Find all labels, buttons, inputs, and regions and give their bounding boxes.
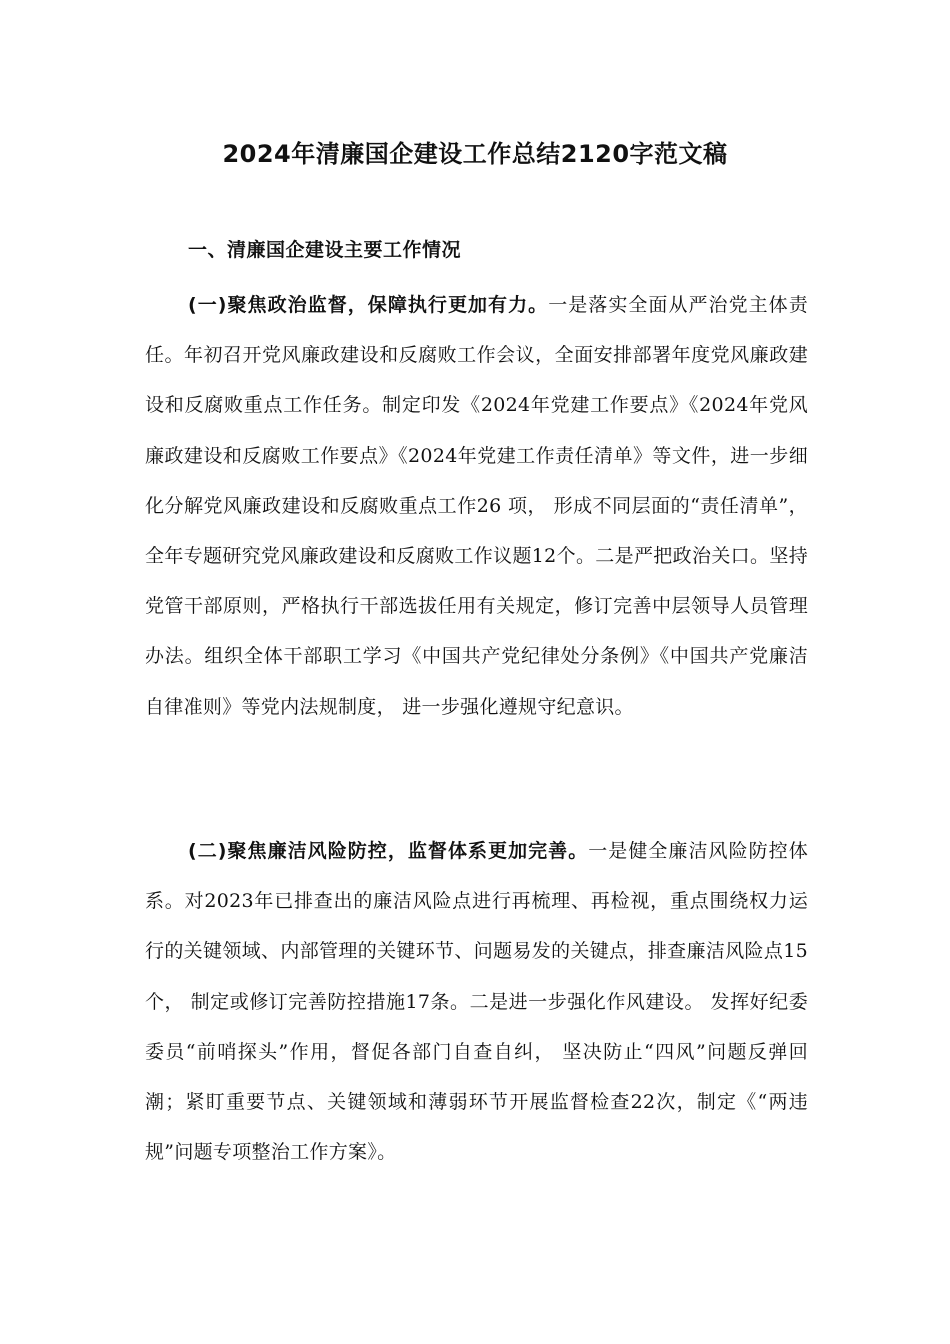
paragraph-risk-prevention <box>145 826 808 1177</box>
document-title: 2024年清廉国企建设工作总结2120字范文稿 <box>222 140 728 168</box>
paragraph-body: 一是健全廉洁风险防控体系。对2023年已排查出的廉洁风险点进行再梳理、再检视，重点围绕权力运行的关键领域、内部管理的关键环节、问题易发的关键点，排查廉洁风险点15个， 制定或修订完善防控措施17条。二是进一步强化作风建设。 发挥好纪委委员“前哨探头”作用，督促各部门自查自纠， 坚决防止“四风”问题反弹回潮；紧盯重要节点、关键领域和薄弱环节开展监督检查22次，制定《“两违规”问题专项整治工作方案》。 <box>145 840 808 1164</box>
paragraph-political-supervision <box>145 280 808 732</box>
paragraph-lead: (二)聚焦廉洁风险防控，监督体系更加完善。 <box>188 840 589 862</box>
paragraph-body: 一是落实全面从严治党主体责任。年初召开党风廉政建设和反腐败工作会议，全面安排部署年度党风廉政建设和反腐败重点工作任务。制定印发《2024年党建工作要点》《2024年党风廉政建设和反腐败工作要点》《2024年党建工作责任清单》等文件，进一步细化分解党风廉政建设和反腐败重点工作26 项， 形成不同层面的“责任清单”，全年专题研究党风廉政建设和反腐败工作议题12个。二是严把政治关口。坚持党管干部原则，严格执行干部选拔任用有关规定，修订完善中层领导人员管理办法。组织全体干部职工学习《中国共产党纪律处分条例》《中国共产党廉洁自律准则》等党内法规制度， 进一步强化遵规守纪意识。 <box>145 294 808 718</box>
section-heading: 一、清廉国企建设主要工作情况 <box>188 239 462 261</box>
paragraph-lead: (一)聚焦政治监督，保障执行更加有力。 <box>188 294 549 316</box>
